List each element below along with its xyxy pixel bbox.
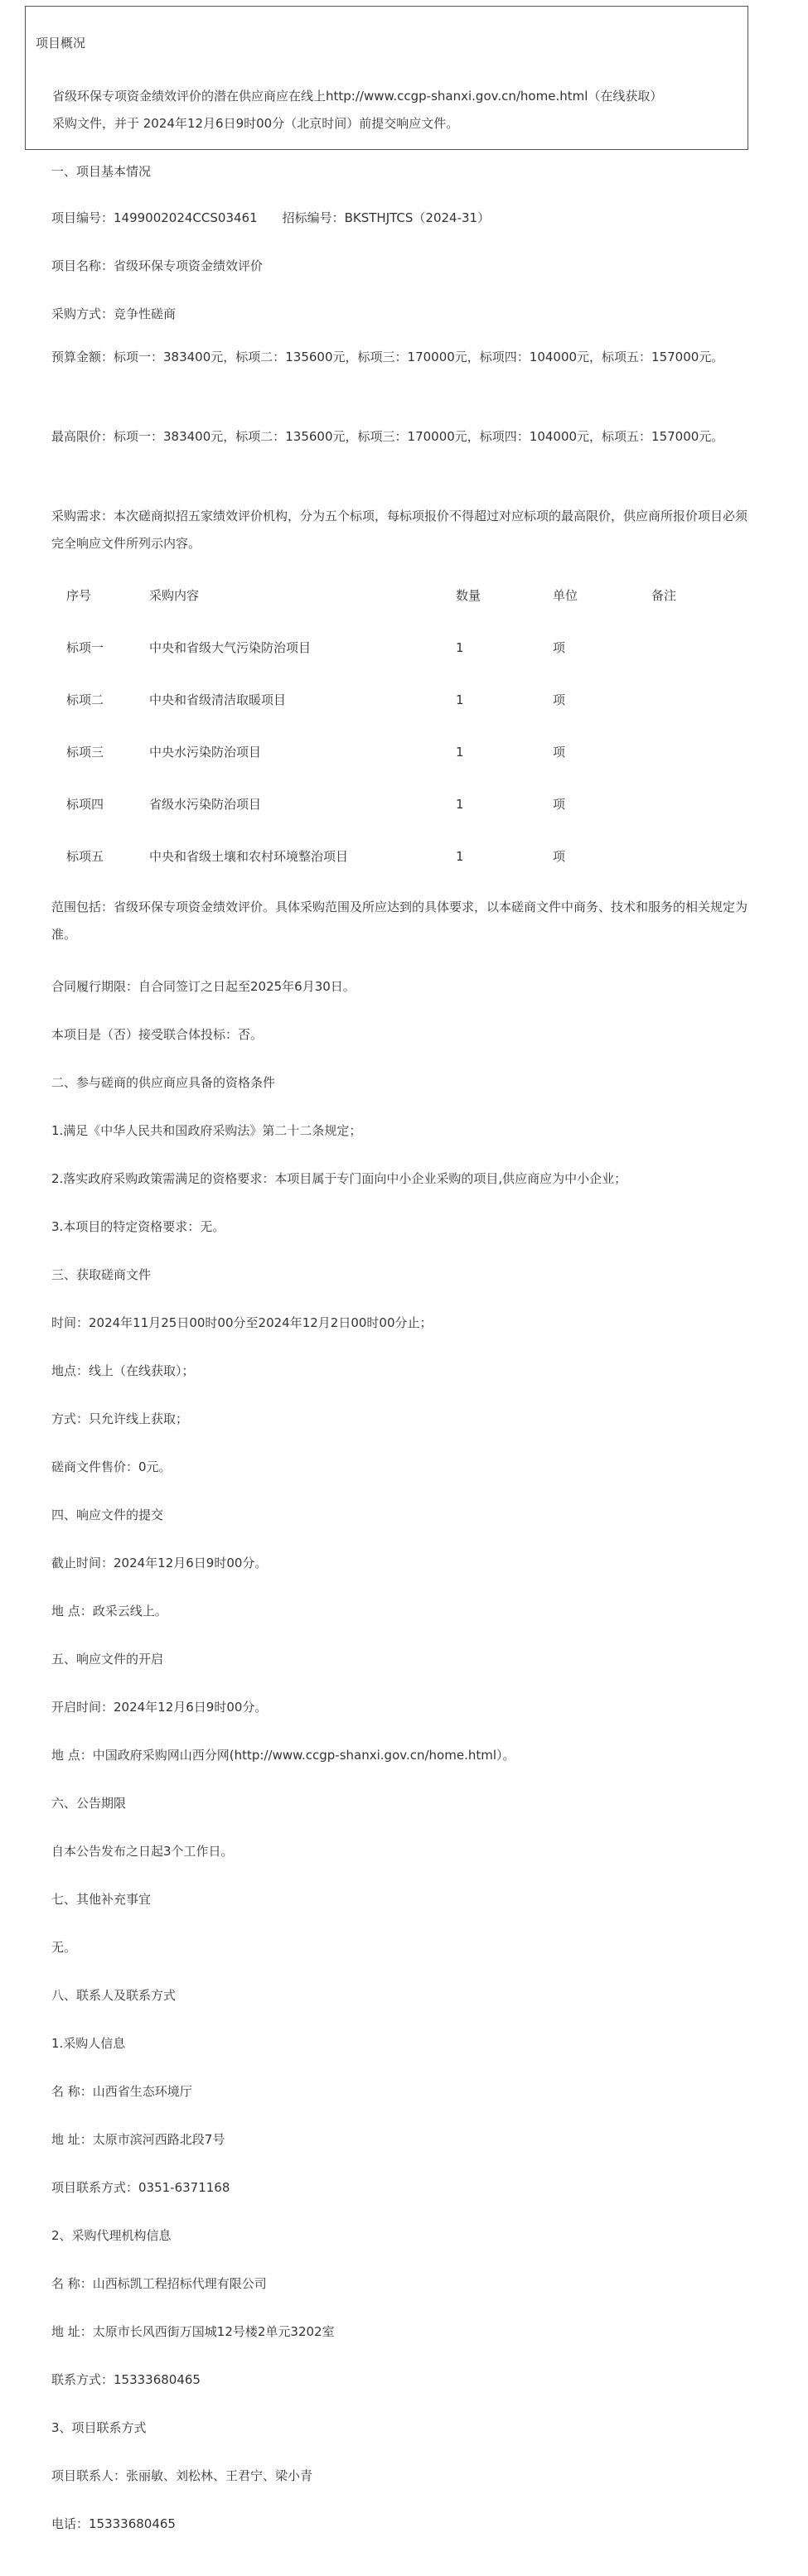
procurement-scope: 范围包括：省级环保专项资金绩效评价。具体采购范围及所应达到的具体要求，以本磋商文件中商务、技术和服务的相关规定为准。	[51, 900, 748, 942]
table-cell: 项	[553, 640, 566, 655]
project-phone: 电话：15333680465	[51, 2516, 176, 2531]
overview-text-line-2: 采购文件，并于 2024年12月6日9时00分（北京时间）前提交响应文件。	[52, 116, 459, 131]
purchaser-phone: 项目联系方式：0351-6371168	[51, 2180, 230, 2195]
header-cell: 数量	[456, 588, 481, 603]
table-cell: 1	[456, 797, 464, 812]
table-cell: 项	[553, 745, 566, 760]
section-3-heading: 三、获取磋商文件	[51, 1267, 152, 1282]
table-cell: 标项四	[66, 797, 104, 812]
notice-period: 自本公告发布之日起3个工作日。	[51, 1844, 234, 1859]
agency-address: 地 址：太原市长风西街万国城12号楼2单元3202室	[51, 2324, 335, 2339]
section-5-heading: 五、响应文件的开启	[51, 1652, 164, 1667]
qualification-item-2: 2.落实政府采购政策需满足的资格要求：本项目属于专门面向中小企业采购的项目,供应商应为中小企业；	[51, 1171, 627, 1186]
submission-deadline: 截止时间：2024年12月6日9时00分。	[51, 1556, 268, 1570]
project-contacts: 项目联系人：张丽敏、刘松林、王君宁、梁小青	[51, 2468, 313, 2483]
opening-place: 地 点：中国政府采购网山西分网(http://www.ccgp-shanxi.gov.cn/home.html）。	[51, 1748, 515, 1763]
overview-text-line-1: 省级环保专项资金绩效评价的潜在供应商应在线上http://www.ccgp-shanxi.gov.cn/home.html（在线获取）	[52, 89, 663, 104]
table-cell: 1	[456, 849, 464, 864]
acquisition-time: 时间：2024年11月25日00时00分至2024年12月2日00时00分止；	[51, 1315, 433, 1330]
acquisition-place: 地点：线上（在线获取）；	[51, 1363, 195, 1378]
table-cell: 1	[456, 745, 464, 760]
procurement-method: 采购方式：竞争性磋商	[51, 306, 177, 321]
header-cell: 单位	[553, 588, 578, 603]
agency-phone: 联系方式：15333680465	[51, 2372, 201, 2387]
project-contact-heading: 3、项目联系方式	[51, 2420, 147, 2435]
document-price: 磋商文件售价：0元。	[51, 1459, 172, 1474]
table-cell: 标项三	[66, 745, 104, 760]
procurement-demand: 采购需求：本次磋商拟招五家绩效评价机构，分为五个标项，每标项报价不得超过对应标项的最高限价，供应商所报价项目必须完全响应文件所列示内容。	[51, 509, 748, 551]
table-cell: 中央和省级清洁取暖项目	[149, 692, 287, 707]
qualification-item-3: 3.本项目的特定资格要求：无。	[51, 1219, 225, 1234]
consortium-bidding: 本项目是（否）接受联合体投标：否。	[51, 1027, 264, 1042]
supplementary-text: 无。	[51, 1940, 77, 1955]
section-4-heading: 四、响应文件的提交	[51, 1507, 164, 1522]
section-7-heading: 七、其他补充事宜	[51, 1892, 152, 1907]
max-price: 最高限价：标项一：383400元，标项二：135600元，标项三：170000元，标项四：104000元，标项五：157000元。	[51, 429, 724, 444]
section-8-heading: 八、联系人及联系方式	[51, 1988, 177, 2003]
contract-term: 合同履行期限：自合同签订之日起至2025年6月30日。	[51, 979, 356, 994]
table-cell: 标项二	[66, 692, 104, 707]
project-number: 项目编号：1499002024CCS03461 招标编号：BKSTHJTCS（2024-31）	[51, 210, 491, 225]
table-cell: 1	[456, 692, 464, 707]
budget-amount: 预算金额：标项一：383400元，标项二：135600元，标项三：170000元，标项四：104000元，标项五：157000元。	[51, 350, 724, 364]
purchaser-address: 地 址：太原市滨河西路北段7号	[51, 2132, 225, 2147]
section-6-heading: 六、公告期限	[51, 1796, 127, 1811]
table-cell: 标项五	[66, 849, 104, 864]
table-cell: 项	[553, 797, 566, 812]
purchaser-name: 名 称：山西省生态环境厅	[51, 2084, 192, 2099]
qualification-item-1: 1.满足《中华人民共和国政府采购法》第二十二条规定；	[51, 1123, 362, 1138]
table-cell: 1	[456, 640, 464, 655]
table-cell: 省级水污染防治项目	[149, 797, 262, 812]
table-cell: 项	[553, 692, 566, 707]
agency-heading: 2、采购代理机构信息	[51, 2228, 172, 2243]
header-cell: 备注	[651, 588, 677, 603]
purchaser-heading: 1.采购人信息	[51, 2036, 126, 2051]
agency-name: 名 称：山西标凯工程招标代理有限公司	[51, 2276, 267, 2291]
table-cell: 项	[553, 849, 566, 864]
project-name: 项目名称：省级环保专项资金绩效评价	[51, 258, 264, 273]
section-2-heading: 二、参与磋商的供应商应具备的资格条件	[51, 1075, 276, 1090]
header-cell: 采购内容	[149, 588, 200, 603]
table-cell: 标项一	[66, 640, 104, 655]
acquisition-way: 方式：只允许线上获取；	[51, 1411, 189, 1426]
section-1-heading: 一、项目基本情况	[51, 164, 152, 179]
submission-place: 地 点：政采云线上。	[51, 1604, 167, 1618]
table-cell: 中央和省级大气污染防治项目	[149, 640, 312, 655]
table-cell: 中央水污染防治项目	[149, 745, 262, 760]
table-cell: 中央和省级土壤和农村环境整治项目	[149, 849, 349, 864]
header-cell: 序号	[66, 588, 92, 603]
project-overview-box	[25, 6, 748, 150]
overview-title: 项目概况	[36, 36, 86, 51]
opening-time: 开启时间：2024年12月6日9时00分。	[51, 1700, 268, 1715]
